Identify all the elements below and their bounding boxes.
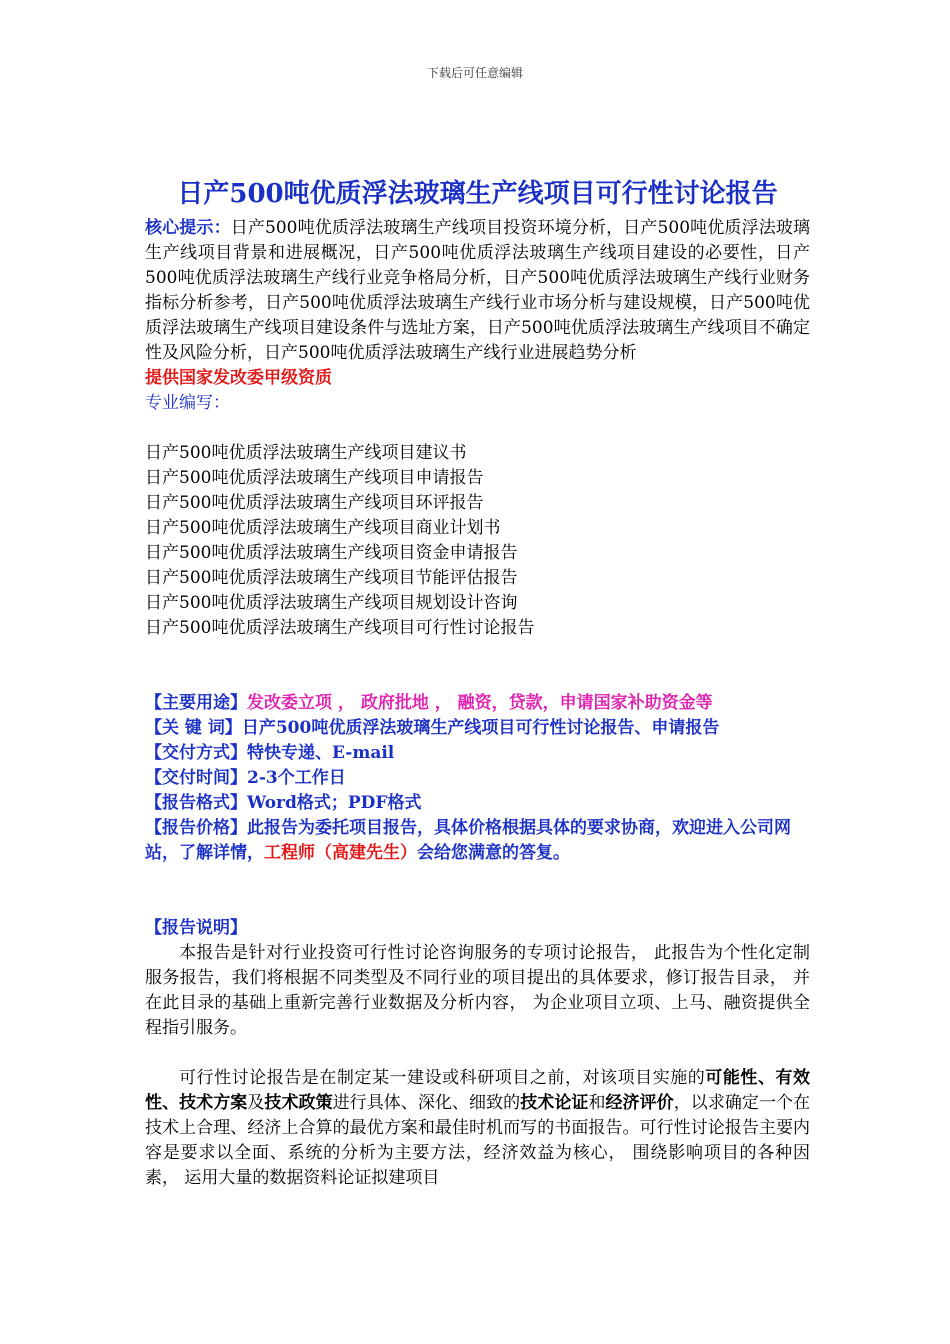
description-label: 【报告说明】 <box>145 918 247 938</box>
text-run: 可行性讨论报告是在制定某一建设或科研项目之前，对该项目实施的 <box>179 1068 706 1088</box>
list-item: 日产500吨优质浮法玻璃生产线项目建议书 <box>145 443 467 463</box>
summary-text: 日产500吨优质浮法玻璃生产线项目投资环境分析，日产500吨优质浮法玻璃生产线项目背景和进展概况，日产500吨优质浮法玻璃生产线项目建设的必要性，日产500吨优质浮法玻璃生产线行业竞争格局分析，日产500吨优质浮法玻璃生产线行业财务指标分析参考，日产500吨优质浮法玻璃生产线行业市场分析与建设规模，日产500吨优质浮法玻璃生产线项目建设条件与选址方案，日产500吨优质浮法玻璃生产线项目不确定性及风险分析，日产500吨优质浮法玻璃生产线行业进展趋势分析 <box>145 218 810 363</box>
document-title: 日产500吨优质浮法玻璃生产线项目可行性讨论报告 <box>177 179 778 209</box>
emphasis: 技术论证 <box>520 1093 589 1113</box>
list-item: 日产500吨优质浮法玻璃生产线项目商业计划书 <box>145 518 501 538</box>
description-paragraph <box>145 1066 810 1191</box>
compile-label: 专业编写： <box>145 393 230 413</box>
document-body <box>145 176 810 1191</box>
summary-label: 核心提示： <box>145 218 231 238</box>
detail-delivery <box>145 741 810 766</box>
text-run: 、 <box>162 1093 180 1113</box>
report-details <box>145 691 810 866</box>
detail-value: 2-3个工作日 <box>247 768 346 788</box>
description-paragraph: 本报告是针对行业投资可行性讨论咨询服务的专项讨论报告， 此报告为个性化定制服务报告，我们将根据不同类型及不同行业的项目提出的具体要求，修订报告目录， 并在此目录的基础上重新完善行业数据及分析内容， 为企业项目立项、上马、融资提供全程指引服务。 <box>145 943 810 1038</box>
list-item: 日产500吨优质浮法玻璃生产线项目环评报告 <box>145 493 484 513</box>
text-run: 和 <box>588 1093 606 1113</box>
detail-format <box>145 791 810 816</box>
list-item: 日产500吨优质浮法玻璃生产线项目申请报告 <box>145 468 484 488</box>
detail-label: 【报告格式】 <box>145 793 247 813</box>
header-note: 下载后可任意编辑 <box>426 66 523 80</box>
detail-label: 【交付方式】 <box>145 743 247 763</box>
report-description <box>145 916 810 1191</box>
detail-label: 【报告价格】 <box>145 818 247 838</box>
detail-value: 发改委立项 ， 政府批地 ， 融资，贷款，申请国家补助资金等 <box>247 693 713 713</box>
list-item: 日产500吨优质浮法玻璃生产线项目节能评估报告 <box>145 568 518 588</box>
emphasis: 技术方案 <box>179 1093 248 1113</box>
qualification-note: 提供国家发改委甲级资质 <box>145 368 332 388</box>
engineer-name: 工程师（高建先生） <box>264 843 417 863</box>
list-item: 日产500吨优质浮法玻璃生产线项目资金申请报告 <box>145 543 518 563</box>
text-run: 及 <box>247 1093 265 1113</box>
emphasis: 技术政策 <box>264 1093 333 1113</box>
detail-label: 【交付时间】 <box>145 768 247 788</box>
detail-value: 日产500吨优质浮法玻璃生产线项目可行性讨论报告、申请报告 <box>241 718 720 738</box>
detail-value: 特快专递、E-mail <box>247 743 395 763</box>
emphasis: 可能性 <box>705 1068 758 1088</box>
text-run: 、 <box>757 1068 776 1088</box>
detail-value: Word格式；PDF格式 <box>247 793 422 813</box>
detail-price <box>145 816 810 866</box>
emphasis: 有效性 <box>145 1068 811 1113</box>
detail-label: 【主要用途】 <box>145 693 247 713</box>
detail-label: 【关 键 词】 <box>145 718 242 738</box>
detail-value: 此报告为委托项目报告，具体价格根据具体的要求协商，欢迎进入公司网站，了解详情， <box>145 818 791 863</box>
core-summary <box>145 216 810 366</box>
list-item: 日产500吨优质浮法玻璃生产线项目规划设计咨询 <box>145 593 518 613</box>
detail-keywords <box>145 716 810 741</box>
text-run: ，以求确定一个在技术上合理、经济上合算的最优方案和最佳时机而写的书面报告。可行性讨论报告主要内容是要求以全面、系统的分析为主要方法，经济效益为核心， 围绕影响项目的各种因素， 运用大量的数据资料论证拟建项目 <box>145 1093 811 1188</box>
list-item: 日产500吨优质浮法玻璃生产线项目可行性讨论报告 <box>145 618 535 638</box>
emphasis: 经济评价 <box>605 1093 674 1113</box>
detail-usage <box>145 691 810 716</box>
detail-time <box>145 766 810 791</box>
text-run: 进行具体、深化、细致的 <box>332 1093 521 1113</box>
service-list <box>145 441 810 641</box>
detail-value: 会给您满意的答复。 <box>417 843 570 863</box>
